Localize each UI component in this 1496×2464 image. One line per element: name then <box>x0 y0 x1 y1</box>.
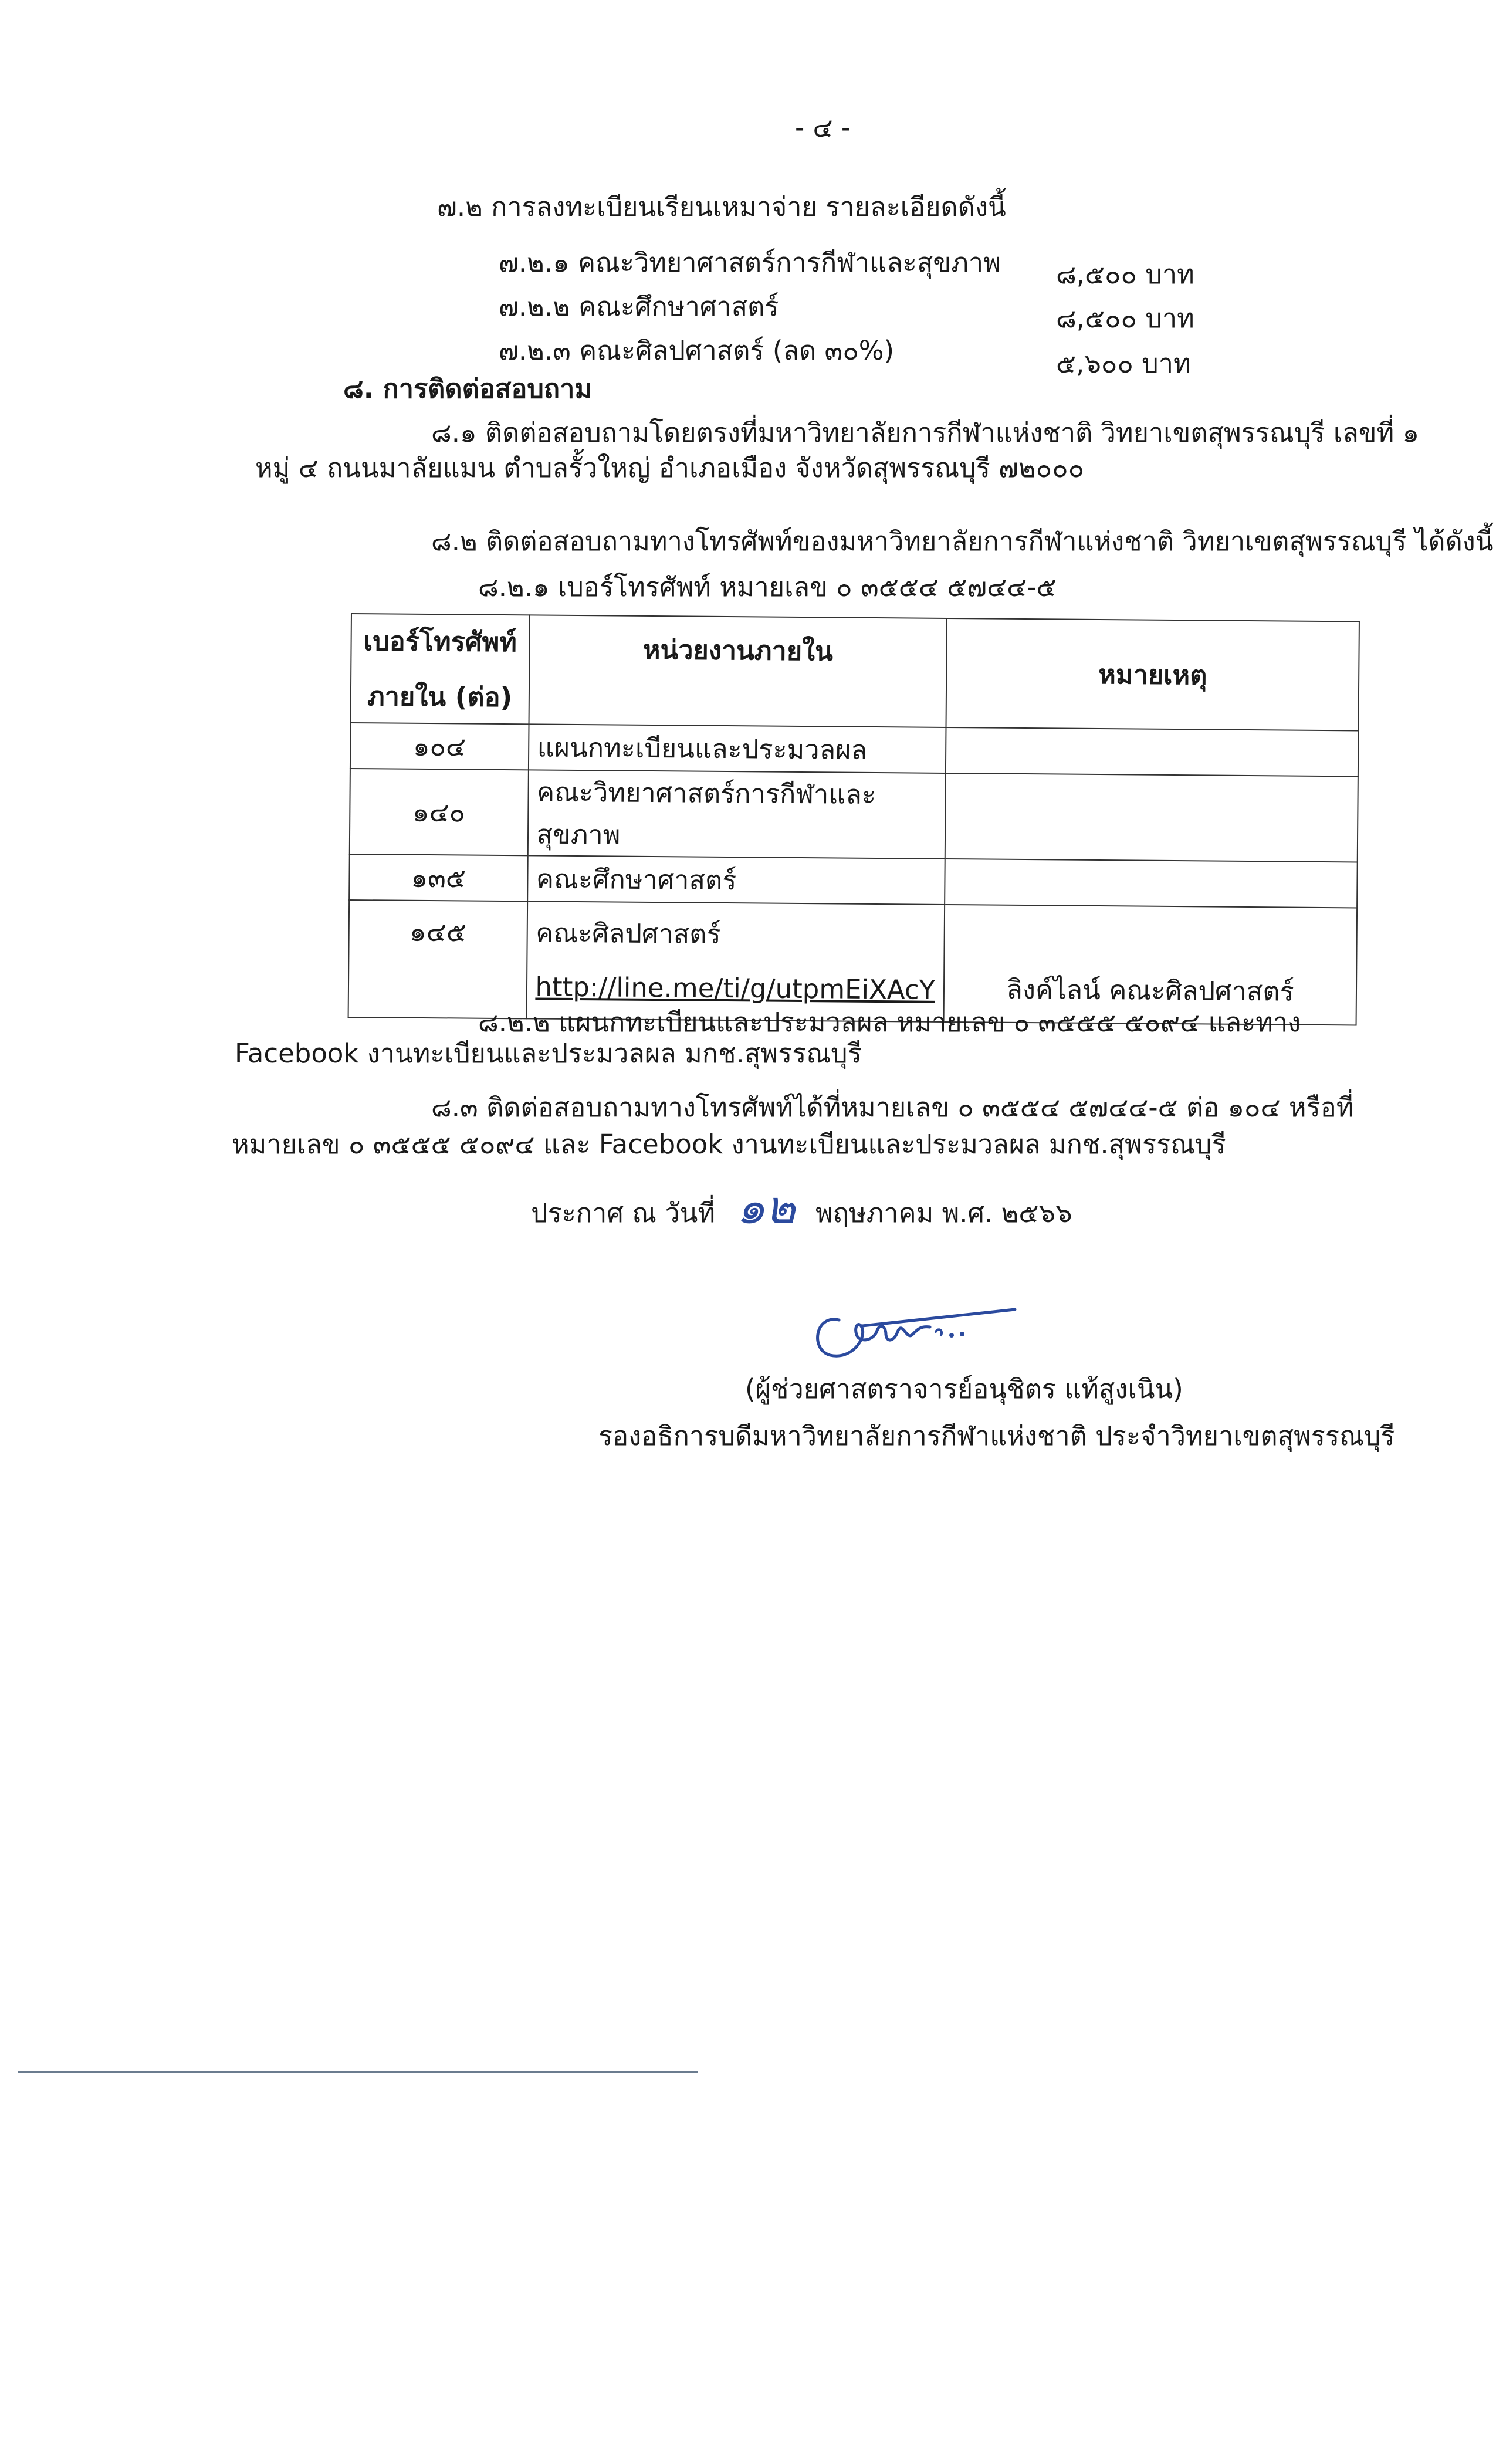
paragraph-8-2-2-line2: Facebook งานทะเบียนและประมวลผล มกช.สุพรรณบุรี <box>235 1038 862 1069</box>
signatory-name: (ผู้ช่วยศาสตราจารย์อนุชิตร แท้สูงเนิน) <box>745 1373 1183 1404</box>
fee-item-label: ๗.๒.๑ คณะวิทยาศาสตร์การกีฬาและสุขภาพ <box>499 247 1001 278</box>
header-unit: หน่วยงานภายใน <box>529 615 947 727</box>
paragraph-8-3-line2: หมายเลข ๐ ๓๕๕๕ ๕๐๙๔ และ Facebook งานทะเบียนและประมวลผล มกช.สุพรรณบุรี <box>232 1129 1226 1160</box>
announcement-day-handwritten: ๑๒ <box>736 1182 796 1234</box>
cell-extension: ๑๐๔ <box>350 723 529 770</box>
fee-item-amount: ๘,๕๐๐ บาท <box>1056 259 1194 290</box>
header-note: หมายเหตุ <box>946 618 1359 731</box>
cell-unit: แผนกทะเบียนและประมวลผล <box>528 724 946 773</box>
cell-extension: ๑๔๐ <box>350 769 529 855</box>
cell-unit <box>526 901 945 1022</box>
paragraph-8-2: ๘.๒ ติดต่อสอบถามทางโทรศัพท์ของมหาวิทยาลัยการกีฬาแห่งชาติ วิทยาเขตสุพรรณบุรี ได้ดังนี้ <box>431 526 1494 557</box>
paragraph-8-3-line1: ๘.๓ ติดต่อสอบถามทางโทรศัพท์ได้ที่หมายเลข ๐ ๓๕๕๔ ๕๗๔๔-๕ ต่อ ๑๐๔ หรือที่ <box>431 1092 1354 1123</box>
cell-note <box>945 859 1357 908</box>
announcement-suffix: พฤษภาคม พ.ศ. ๒๕๖๖ <box>815 1197 1072 1228</box>
table-row <box>350 769 1358 862</box>
section-8-heading: ๘. การติดต่อสอบถาม <box>343 373 593 404</box>
signature-mark-icon <box>798 1285 1021 1379</box>
line-group-link[interactable]: http://line.me/ti/g/utpmEiXAcY <box>535 971 936 1006</box>
paragraph-8-1-line1: ๘.๑ ติดต่อสอบถามโดยตรงที่มหาวิทยาลัยการกีฬาแห่งชาติ วิทยาเขตสุพรรณบุรี เลขที่ ๑ <box>431 417 1420 448</box>
table-row <box>349 854 1358 908</box>
cell-note <box>946 727 1358 777</box>
fee-item-amount: ๕,๖๐๐ บาท <box>1056 348 1191 379</box>
fee-item-amount: ๘,๕๐๐ บาท <box>1056 303 1194 334</box>
cell-note: ลิงค์ไลน์ คณะศิลปศาสตร์ <box>944 905 1357 1025</box>
announcement-prefix: ประกาศ ณ วันที่ <box>531 1197 716 1228</box>
signature <box>798 1285 1021 1381</box>
page-number: - ๔ - <box>795 112 851 143</box>
table-header-row <box>351 614 1359 730</box>
paragraph-8-2-1: ๘.๒.๑ เบอร์โทรศัพท์ หมายเลข ๐ ๓๕๕๔ ๕๗๔๔-๕ <box>478 571 1057 603</box>
cell-note <box>945 773 1358 862</box>
cell-unit-label: คณะศิลปศาสตร์ <box>536 917 721 950</box>
footer-rule <box>18 2071 698 2073</box>
phone-extension-table <box>348 613 1360 1025</box>
fee-item-label: ๗.๒.๓ คณะศิลปศาสตร์ (ลด ๓๐%) <box>499 335 895 366</box>
signatory-position: รองอธิการบดีมหาวิทยาลัยการกีฬาแห่งชาติ ประจำวิทยาเขตสุพรรณบุรี <box>598 1420 1395 1451</box>
section-7-2-heading: ๗.๒ การลงทะเบียนเรียนเหมาจ่าย รายละเอียดดังนี้ <box>437 191 1006 222</box>
paragraph-8-1-line2: หมู่ ๔ ถนนมาลัยแมน ตำบลรั้วใหญ่ อำเภอเมือง จังหวัดสุพรรณบุรี ๗๒๐๐๐ <box>255 452 1085 483</box>
table-row <box>350 723 1359 776</box>
header-extension <box>351 614 530 724</box>
header-extension-line2: ภายใน (ต่อ) <box>367 681 513 713</box>
header-extension-line1: เบอร์โทรศัพท์ <box>363 625 517 658</box>
paragraph-8-2-2-line1: ๘.๒.๒ แผนกทะเบียนและประมวลผล หมายเลข ๐ ๓๕๕๕ ๕๐๙๔ และทาง <box>478 1007 1301 1038</box>
fee-item-label: ๗.๒.๒ คณะศึกษาศาสตร์ <box>499 291 779 322</box>
cell-extension: ๑๓๕ <box>349 854 527 901</box>
cell-unit: คณะวิทยาศาสตร์การกีฬาและสุขภาพ <box>527 770 946 859</box>
cell-extension: ๑๔๕ <box>348 900 527 1018</box>
cell-unit: คณะศึกษาศาสตร์ <box>527 855 945 905</box>
